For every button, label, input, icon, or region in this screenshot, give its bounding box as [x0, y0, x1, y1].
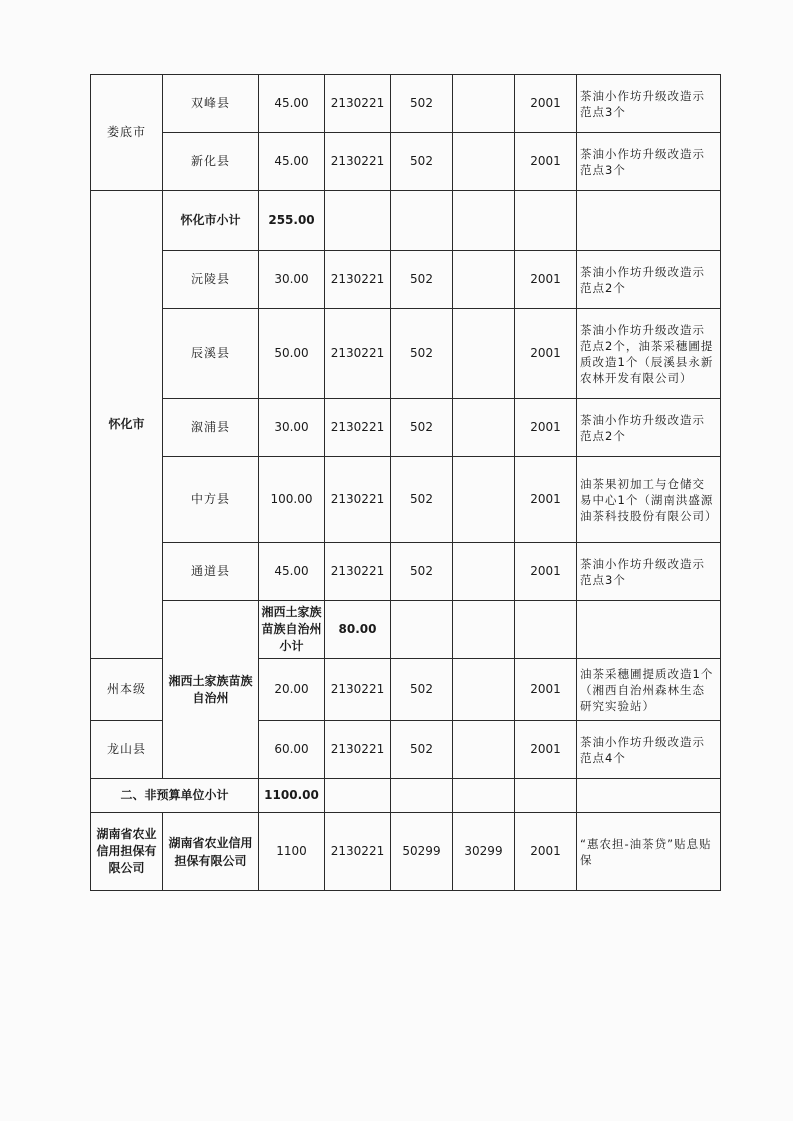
- fund-code-cell: 2001: [515, 309, 577, 399]
- county-name: 新化县: [163, 133, 259, 191]
- amount-cell: 100.00: [259, 457, 325, 543]
- table-row: [91, 813, 721, 891]
- table-row: [91, 309, 721, 399]
- econ-code-cell: 502: [391, 399, 453, 457]
- amount-cell: 45.00: [259, 75, 325, 133]
- unit-name: 湖南省农业信用担保有限公司: [163, 813, 259, 891]
- subtotal-amount: 1100.00: [259, 779, 325, 813]
- econ-code-cell: 502: [391, 309, 453, 399]
- note-cell: 茶油小作坊升级改造示范点2个，油茶采穗圃提质改造1个（辰溪县永新农林开发有限公司）: [577, 309, 721, 399]
- econ-code-cell: 502: [391, 133, 453, 191]
- econ-code-cell: 502: [391, 721, 453, 779]
- county-name: 辰溪县: [163, 309, 259, 399]
- note-cell: “惠农担-油茶贷”贴息贴保: [577, 813, 721, 891]
- fund-code-cell: 2001: [515, 457, 577, 543]
- subject-code-cell: 2130221: [325, 721, 391, 779]
- table-row: [91, 191, 721, 251]
- fund-code-cell: 2001: [515, 251, 577, 309]
- amount-cell: 60.00: [259, 721, 325, 779]
- amount-cell: 50.00: [259, 309, 325, 399]
- econ-code-cell: 50299: [391, 813, 453, 891]
- table-row: [91, 779, 721, 813]
- econ-code-cell: 502: [391, 659, 453, 721]
- subtotal-label: 怀化市小计: [163, 191, 259, 251]
- econ-code-cell: 502: [391, 75, 453, 133]
- dept-econ-code-cell: [453, 457, 515, 543]
- amount-cell: 30.00: [259, 251, 325, 309]
- dept-econ-code-cell: [453, 133, 515, 191]
- note-cell: 茶油小作坊升级改造示范点3个: [577, 543, 721, 601]
- subject-code-cell: 2130221: [325, 399, 391, 457]
- note-cell: 茶油小作坊升级改造示范点4个: [577, 721, 721, 779]
- note-cell: 油茶采穗圃提质改造1个（湘西自治州森林生态研究实验站）: [577, 659, 721, 721]
- table-row: [91, 457, 721, 543]
- subject-code-cell: 2130221: [325, 659, 391, 721]
- county-name: 双峰县: [163, 75, 259, 133]
- table-row: [91, 251, 721, 309]
- fund-code-cell: 2001: [515, 543, 577, 601]
- subtotal-label: 湘西土家族苗族自治州小计: [259, 601, 325, 659]
- dept-econ-code-cell: [453, 251, 515, 309]
- note-cell: 茶油小作坊升级改造示范点2个: [577, 399, 721, 457]
- dept-econ-code-cell: [453, 75, 515, 133]
- fund-code-cell: 2001: [515, 721, 577, 779]
- county-name: 沅陵县: [163, 251, 259, 309]
- subtotal-label: 二、非预算单位小计: [91, 779, 259, 813]
- amount-cell: 1100: [259, 813, 325, 891]
- amount-cell: 45.00: [259, 543, 325, 601]
- amount-cell: 30.00: [259, 399, 325, 457]
- subtotal-amount: 255.00: [259, 191, 325, 251]
- county-name: 溆浦县: [163, 399, 259, 457]
- econ-code-cell: 502: [391, 457, 453, 543]
- fund-code-cell: 2001: [515, 133, 577, 191]
- fund-code-cell: 2001: [515, 75, 577, 133]
- region-cell: 娄底市: [91, 75, 163, 191]
- fund-code-cell: 2001: [515, 659, 577, 721]
- subject-code-cell: 2130221: [325, 75, 391, 133]
- econ-code-cell: 502: [391, 543, 453, 601]
- county-name: 通道县: [163, 543, 259, 601]
- note-cell: 油茶果初加工与仓储交易中心1个（湖南洪盛源油茶科技股份有限公司）: [577, 457, 721, 543]
- dept-econ-code-cell: [453, 309, 515, 399]
- amount-cell: 45.00: [259, 133, 325, 191]
- econ-code-cell: 502: [391, 251, 453, 309]
- table-row: [91, 133, 721, 191]
- dept-econ-code-cell: [453, 543, 515, 601]
- region-cell: 湖南省农业信用担保有限公司: [91, 813, 163, 891]
- amount-cell: 20.00: [259, 659, 325, 721]
- subject-code-cell: 2130221: [325, 457, 391, 543]
- subject-code-cell: 2130221: [325, 309, 391, 399]
- table-row: [91, 543, 721, 601]
- fund-code-cell: 2001: [515, 813, 577, 891]
- subject-code-cell: 2130221: [325, 543, 391, 601]
- table-row: [91, 601, 721, 659]
- county-name: 中方县: [163, 457, 259, 543]
- county-name: 州本级: [91, 659, 163, 721]
- table-row: [91, 399, 721, 457]
- subject-code-cell: 2130221: [325, 251, 391, 309]
- note-cell: 茶油小作坊升级改造示范点3个: [577, 133, 721, 191]
- funding-allocation-table: [90, 74, 721, 891]
- dept-econ-code-cell: [453, 399, 515, 457]
- region-cell: 湘西土家族苗族自治州: [163, 601, 259, 779]
- county-name: 龙山县: [91, 721, 163, 779]
- fund-code-cell: 2001: [515, 399, 577, 457]
- dept-econ-code-cell: 30299: [453, 813, 515, 891]
- region-cell: 怀化市: [91, 191, 163, 659]
- subtotal-amount: 80.00: [325, 601, 391, 659]
- subject-code-cell: 2130221: [325, 133, 391, 191]
- table-row: [91, 75, 721, 133]
- subject-code-cell: 2130221: [325, 813, 391, 891]
- dept-econ-code-cell: [453, 659, 515, 721]
- note-cell: 茶油小作坊升级改造示范点3个: [577, 75, 721, 133]
- note-cell: 茶油小作坊升级改造示范点2个: [577, 251, 721, 309]
- dept-econ-code-cell: [453, 721, 515, 779]
